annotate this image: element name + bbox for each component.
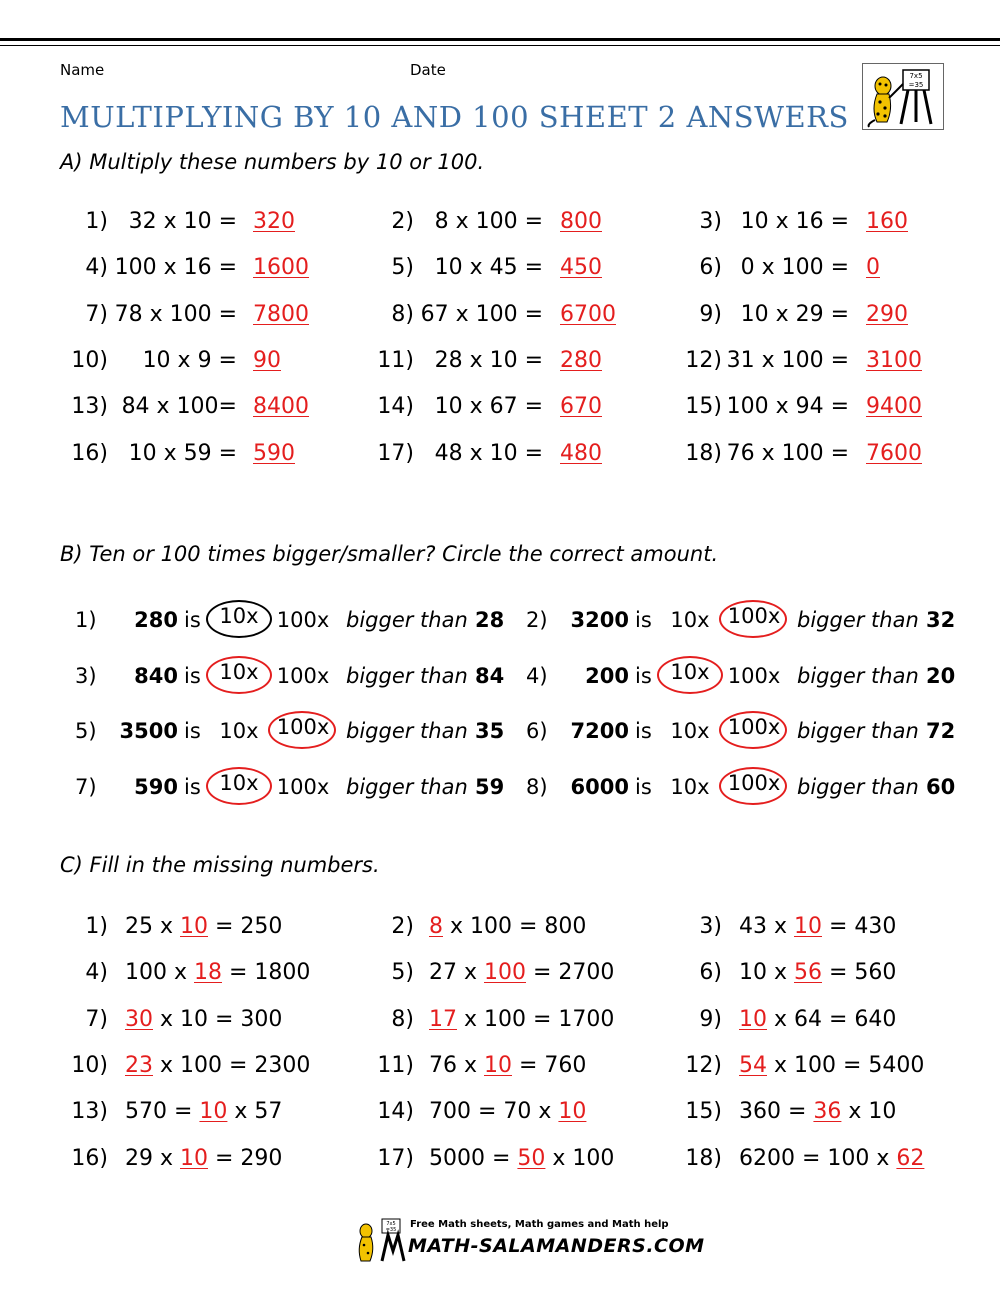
expression-after: = 250 xyxy=(208,914,283,939)
expression-before: 27 x xyxy=(429,960,484,985)
comparison-number: 8) xyxy=(526,775,548,799)
fill-number: 4) xyxy=(85,960,108,985)
top-rule xyxy=(0,38,1000,41)
expression-after: x 10 xyxy=(841,1099,897,1124)
small-number: 28 xyxy=(475,608,505,632)
question-number: 2) xyxy=(391,209,414,234)
bigger-than-text: bigger than xyxy=(797,719,919,743)
question-expression: 10 x 59 = xyxy=(128,441,237,466)
option-100x: 100x xyxy=(727,715,781,739)
is-word: is xyxy=(184,608,201,632)
missing-answer: 56 xyxy=(794,960,822,985)
answer-value: 290 xyxy=(866,302,908,327)
fill-number: 2) xyxy=(391,914,414,939)
question-row xyxy=(0,253,1000,283)
footer-board-text-2: =35 xyxy=(385,1227,397,1233)
question-number: 4) xyxy=(85,255,108,280)
circle-mark-100x xyxy=(719,711,787,749)
answer-value: 7800 xyxy=(253,302,309,327)
big-number: 3200 xyxy=(570,608,629,632)
name-label: Name xyxy=(60,61,105,79)
expression-after: = 560 xyxy=(822,960,897,985)
is-word: is xyxy=(184,664,201,688)
is-word: is xyxy=(184,775,201,799)
fill-number: 7) xyxy=(85,1007,108,1032)
option-10x: 10x xyxy=(219,771,259,795)
fill-expression xyxy=(739,958,896,988)
fill-number: 3) xyxy=(699,914,722,939)
fill-number: 13) xyxy=(71,1099,108,1124)
option-10x: 10x xyxy=(670,608,710,632)
big-number: 280 xyxy=(134,608,178,632)
small-number: 60 xyxy=(926,775,956,799)
circle-mark-100x xyxy=(719,600,787,638)
missing-answer: 10 xyxy=(739,1007,767,1032)
answer-value: 670 xyxy=(560,394,602,419)
footer-site: MATH-SALAMANDERS.COM xyxy=(408,1235,705,1257)
fill-expression xyxy=(739,1097,896,1127)
footer-logo xyxy=(352,1217,705,1267)
expression-before: 570 = xyxy=(125,1099,200,1124)
fill-number: 14) xyxy=(377,1099,414,1124)
option-100x: 100x xyxy=(276,775,330,799)
question-number: 9) xyxy=(699,302,722,327)
missing-answer: 10 xyxy=(558,1099,587,1124)
option-10x: 10x xyxy=(219,719,259,743)
big-number: 7200 xyxy=(570,719,629,743)
small-number: 84 xyxy=(475,664,505,688)
logo-board-text-2: =35 xyxy=(908,81,924,89)
question-row xyxy=(0,346,1000,376)
footer-board-text-1: 7x5 xyxy=(386,1221,396,1227)
question-expression: 32 x 10 = xyxy=(128,209,237,234)
question-row xyxy=(0,300,1000,330)
option-10x: 10x xyxy=(219,660,259,684)
fill-number: 16) xyxy=(71,1146,108,1171)
fill-number: 8) xyxy=(391,1007,414,1032)
missing-answer: 17 xyxy=(429,1007,457,1032)
fill-number: 18) xyxy=(685,1146,722,1171)
fill-number: 9) xyxy=(699,1007,722,1032)
comparison-number: 7) xyxy=(75,775,97,799)
question-number: 6) xyxy=(699,255,722,280)
is-word: is xyxy=(184,719,201,743)
question-number: 11) xyxy=(377,348,414,373)
small-number: 72 xyxy=(926,719,956,743)
question-expression: 10 x 9 = xyxy=(142,348,237,373)
question-number: 1) xyxy=(85,209,108,234)
missing-answer: 62 xyxy=(896,1146,925,1171)
bigger-than-text: bigger than xyxy=(346,719,468,743)
small-number: 35 xyxy=(475,719,505,743)
missing-answer: 54 xyxy=(739,1053,767,1078)
missing-answer: 50 xyxy=(517,1146,546,1171)
option-10x: 10x xyxy=(670,775,710,799)
expression-after: = 290 xyxy=(208,1146,283,1171)
expression-before: 6200 = 100 x xyxy=(739,1146,897,1171)
expression-before: 700 = 70 x xyxy=(429,1099,559,1124)
expression-before: 360 = xyxy=(739,1099,814,1124)
question-number: 13) xyxy=(71,394,108,419)
answer-value: 90 xyxy=(253,348,281,373)
section-c-heading: C) Fill in the missing numbers. xyxy=(60,853,380,877)
question-expression: 10 x 67 = xyxy=(434,394,543,419)
page-title: MULTIPLYING BY 10 AND 100 SHEET 2 ANSWERS xyxy=(60,100,849,134)
question-expression: 8 x 100 = xyxy=(434,209,543,234)
bigger-than-text: bigger than xyxy=(346,608,468,632)
option-10x: 10x xyxy=(670,719,710,743)
answer-value: 6700 xyxy=(560,302,616,327)
missing-answer: 23 xyxy=(125,1053,153,1078)
question-number: 12) xyxy=(685,348,722,373)
question-row xyxy=(0,207,1000,237)
answer-value: 320 xyxy=(253,209,295,234)
expression-before: 43 x xyxy=(739,914,794,939)
missing-answer: 10 xyxy=(794,914,822,939)
question-expression: 76 x 100 = xyxy=(726,441,849,466)
missing-answer: 10 xyxy=(180,1146,208,1171)
expression-after: x 10 = 300 xyxy=(153,1007,283,1032)
missing-answer: 30 xyxy=(125,1007,153,1032)
answer-value: 8400 xyxy=(253,394,309,419)
missing-answer: 18 xyxy=(194,960,222,985)
comparison-number: 6) xyxy=(526,719,548,743)
fill-number: 5) xyxy=(391,960,414,985)
comparison-row xyxy=(0,600,1000,640)
fill-number: 6) xyxy=(699,960,722,985)
option-100x: 100x xyxy=(727,771,781,795)
expression-after: = 430 xyxy=(822,914,897,939)
comparison-number: 1) xyxy=(75,608,97,632)
question-expression: 100 x 16 = xyxy=(114,255,237,280)
expression-before: 25 x xyxy=(125,914,180,939)
question-expression: 10 x 29 = xyxy=(740,302,849,327)
big-number: 840 xyxy=(134,664,178,688)
bigger-than-text: bigger than xyxy=(346,775,468,799)
circle-mark-100x xyxy=(719,767,787,805)
option-100x: 100x xyxy=(276,715,330,739)
expression-before: 76 x xyxy=(429,1053,484,1078)
is-word: is xyxy=(635,664,652,688)
expression-after: = 1800 xyxy=(222,960,311,985)
question-expression: 28 x 10 = xyxy=(434,348,543,373)
option-100x: 100x xyxy=(276,608,330,632)
expression-after: x 100 = 800 xyxy=(443,914,587,939)
answer-value: 1600 xyxy=(253,255,309,280)
question-number: 17) xyxy=(377,441,414,466)
option-100x: 100x xyxy=(727,664,781,688)
fill-expression xyxy=(739,912,896,942)
fill-row xyxy=(0,1097,1000,1127)
question-expression: 48 x 10 = xyxy=(434,441,543,466)
bigger-than-text: bigger than xyxy=(797,608,919,632)
fill-number: 17) xyxy=(377,1146,414,1171)
option-10x: 10x xyxy=(219,604,259,628)
option-10x: 10x xyxy=(670,660,710,684)
missing-answer: 36 xyxy=(813,1099,842,1124)
expression-after: x 100 = 2300 xyxy=(153,1053,311,1078)
fill-row xyxy=(0,1005,1000,1035)
question-number: 8) xyxy=(391,302,414,327)
question-row xyxy=(0,392,1000,422)
question-number: 16) xyxy=(71,441,108,466)
question-expression: 100 x 94 = xyxy=(726,394,849,419)
answer-value: 9400 xyxy=(866,394,922,419)
fill-row xyxy=(0,958,1000,988)
expression-after: x 64 = 640 xyxy=(767,1007,897,1032)
answer-value: 160 xyxy=(866,209,908,234)
answer-value: 7600 xyxy=(866,441,922,466)
comparison-number: 4) xyxy=(526,664,548,688)
bigger-than-text: bigger than xyxy=(797,775,919,799)
date-label: Date xyxy=(410,61,446,79)
comparison-number: 2) xyxy=(526,608,548,632)
question-expression: 31 x 100 = xyxy=(726,348,849,373)
top-rule-thin xyxy=(0,45,1000,46)
expression-after: = 2700 xyxy=(526,960,615,985)
small-number: 20 xyxy=(926,664,956,688)
fill-row xyxy=(0,912,1000,942)
answer-value: 480 xyxy=(560,441,602,466)
is-word: is xyxy=(635,608,652,632)
missing-answer: 10 xyxy=(484,1053,512,1078)
question-number: 15) xyxy=(685,394,722,419)
comparison-number: 5) xyxy=(75,719,97,743)
option-100x: 100x xyxy=(276,664,330,688)
answer-value: 280 xyxy=(560,348,602,373)
missing-answer: 10 xyxy=(199,1099,228,1124)
fill-row xyxy=(0,1051,1000,1081)
salamander-logo xyxy=(862,63,944,130)
answer-value: 3100 xyxy=(866,348,922,373)
expression-after: x 57 xyxy=(227,1099,283,1124)
big-number: 590 xyxy=(134,775,178,799)
question-number: 14) xyxy=(377,394,414,419)
question-number: 7) xyxy=(85,302,108,327)
fill-number: 10) xyxy=(71,1053,108,1078)
fill-expression xyxy=(739,1144,924,1174)
question-row xyxy=(0,439,1000,469)
fill-number: 15) xyxy=(685,1099,722,1124)
comparison-row xyxy=(0,711,1000,751)
comparison-row xyxy=(0,656,1000,696)
big-number: 6000 xyxy=(570,775,629,799)
missing-answer: 100 xyxy=(484,960,526,985)
question-expression: 78 x 100 = xyxy=(114,302,237,327)
expression-before: 5000 = xyxy=(429,1146,518,1171)
expression-before: 100 x xyxy=(125,960,194,985)
comparison-row xyxy=(0,767,1000,807)
is-word: is xyxy=(635,775,652,799)
missing-answer: 8 xyxy=(429,914,443,939)
question-expression: 10 x 16 = xyxy=(740,209,849,234)
option-100x: 100x xyxy=(727,604,781,628)
answer-value: 450 xyxy=(560,255,602,280)
fill-number: 1) xyxy=(85,914,108,939)
footer-tagline: Free Math sheets, Math games and Math help xyxy=(410,1219,669,1230)
circle-mark-10x xyxy=(657,656,723,694)
expression-after: x 100 = 1700 xyxy=(457,1007,615,1032)
small-number: 59 xyxy=(475,775,505,799)
fill-row xyxy=(0,1144,1000,1174)
big-number: 200 xyxy=(585,664,629,688)
fill-expression xyxy=(739,1051,924,1081)
fill-expression xyxy=(739,1005,896,1035)
is-word: is xyxy=(635,719,652,743)
question-expression: 10 x 45 = xyxy=(434,255,543,280)
missing-answer: 10 xyxy=(180,914,208,939)
question-number: 10) xyxy=(71,348,108,373)
question-number: 18) xyxy=(685,441,722,466)
expression-before: 29 x xyxy=(125,1146,180,1171)
answer-value: 590 xyxy=(253,441,295,466)
answer-value: 800 xyxy=(560,209,602,234)
expression-before: 10 x xyxy=(739,960,794,985)
expression-after: = 760 xyxy=(512,1053,587,1078)
big-number: 3500 xyxy=(119,719,178,743)
expression-after: x 100 = 5400 xyxy=(767,1053,925,1078)
answer-value: 0 xyxy=(866,255,880,280)
small-number: 32 xyxy=(926,608,956,632)
question-number: 5) xyxy=(391,255,414,280)
fill-number: 12) xyxy=(685,1053,722,1078)
question-number: 3) xyxy=(699,209,722,234)
section-b-heading: B) Ten or 100 times bigger/smaller? Circle the correct amount. xyxy=(60,542,719,566)
logo-board-text-1: 7x5 xyxy=(909,72,923,80)
fill-number: 11) xyxy=(377,1053,414,1078)
question-expression: 67 x 100 = xyxy=(420,302,543,327)
bigger-than-text: bigger than xyxy=(797,664,919,688)
bigger-than-text: bigger than xyxy=(346,664,468,688)
question-expression: 84 x 100= xyxy=(121,394,237,419)
comparison-number: 3) xyxy=(75,664,97,688)
section-a-heading: A) Multiply these numbers by 10 or 100. xyxy=(60,150,485,174)
question-expression: 0 x 100 = xyxy=(740,255,849,280)
expression-after: x 100 xyxy=(545,1146,615,1171)
